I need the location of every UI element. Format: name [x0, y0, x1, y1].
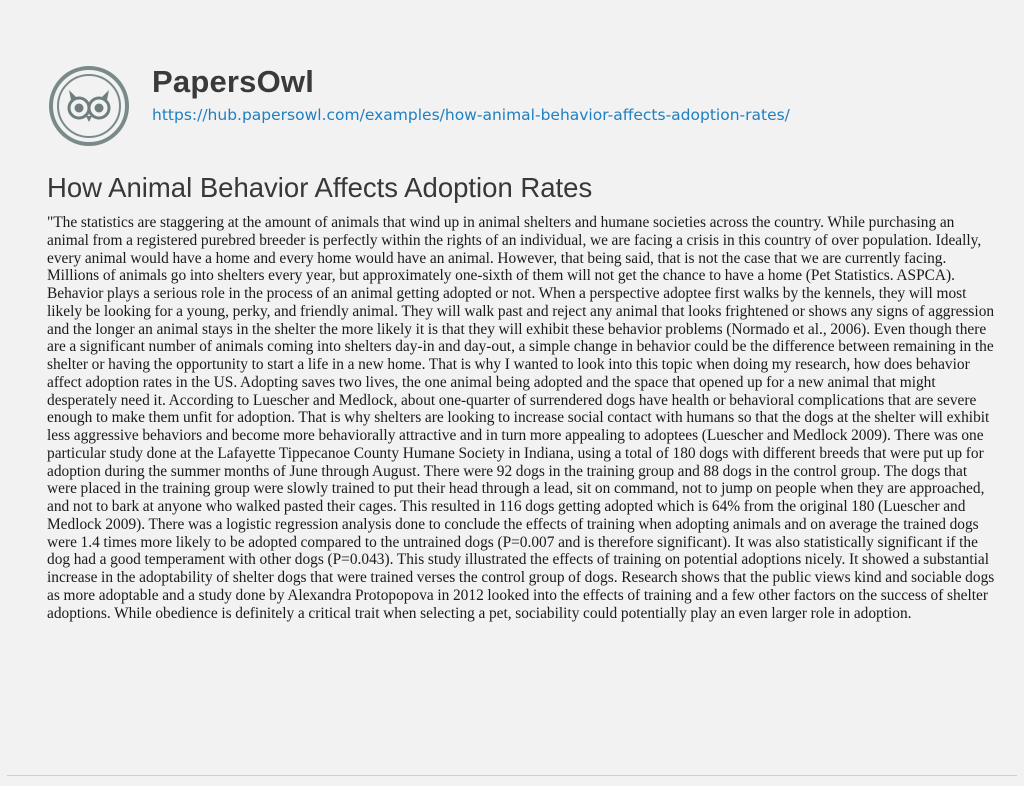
article-body: "The statistics are staggering at the amount of animals that wind up in animal shelters and humane societies across the country. While purchasing an animal from a registered purebred breeder is perfectly within the rights of an individual, we are facing a crisis in this country of over population. Ideally, every animal would have a home and every home would have an animal. However, that being said, that is not the case that we are currently facing. Millions of animals go into shelters every year, but approximately one-sixth of them will not get the chance to have a home (Pet Statistics. ASPCA). Behavior plays a serious role in the process of an animal getting adopted or not. When a perspective adoptee first walks by the kennels, they will most likely be looking for a young, perky, and friendly animal. They will walk past and reject any animal that looks frightened or shows any signs of aggression and the longer an animal stays in the shelter the more likely it is that they will exhibit these behavior problems (Normado et al., 2006). Even though there are a significant number of animals coming into shelters day-in and day-out, a simple change in behavior could be the difference between remaining in the shelter or having the opportunity to start a life in a new home. That is why I wanted to look into this topic when doing my research, how does behavior affect adoption rates in the US. Adopting saves two lives, the one animal being adopted and the space that opened up for a new animal that might desperately need it. According to Luescher and Medlock, about one-quarter of surrendered dogs have health or behavioral complications that are severe enough to make them unfit for adoption. That is why shelters are looking to increase social contact with humans so that the dogs at the shelter will exhibit less aggressive behaviors and become more behaviorally attractive and in turn more appealing to adoptees (Luescher and Medlock 2009). There was one particular study done at the Lafayette Tippecanoe County Humane Society in Indiana, using a total of 180 dogs with different breeds that were put up for adoption during the summer months of June through August. There were 92 dogs in the training group and 88 dogs in the control group. The dogs that were placed in the training group were slowly trained to put their head through a lead, sit on command, not to jump on people when they are approached, and not to bark at anyone who walked pasted their cages. This resulted in 116 dogs getting adopted which is 64% from the original 180 (Luescher and Medlock 2009). There was a logistic regression analysis done to conclude the effects of training when adopting animals and on average the trained dogs were 1.4 times more likely to be adopted compared to the untrained dogs (P=0.007 and is therefore significant). It was also statistically significant if the dog had a good temperament with other dogs (P=0.043). This study illustrated the effects of training on potential adoptions nicely. It showed a substantial increase in the adoptability of shelter dogs that were trained verses the control group of dogs. Research shows that the public views kind and sociable dogs as more adoptable and a study done by Alexandra Protopopova in 2012 looked into the effects of training and a few other factors on the success of shelter adoptions. While obedience is definitely a critical trait when selecting a pet, sociability could potentially play an even larger role in adoption. [47, 214, 995, 622]
brand-name[interactable]: PapersOwl [152, 64, 315, 99]
bottom-divider [7, 775, 1017, 776]
owl-logo-icon[interactable] [47, 64, 131, 148]
page-title: How Animal Behavior Affects Adoption Rates [47, 172, 593, 203]
source-url-link[interactable]: https://hub.papersowl.com/examples/how-animal-behavior-affects-adoption-rates/ [152, 106, 790, 124]
header [0, 0, 1024, 150]
